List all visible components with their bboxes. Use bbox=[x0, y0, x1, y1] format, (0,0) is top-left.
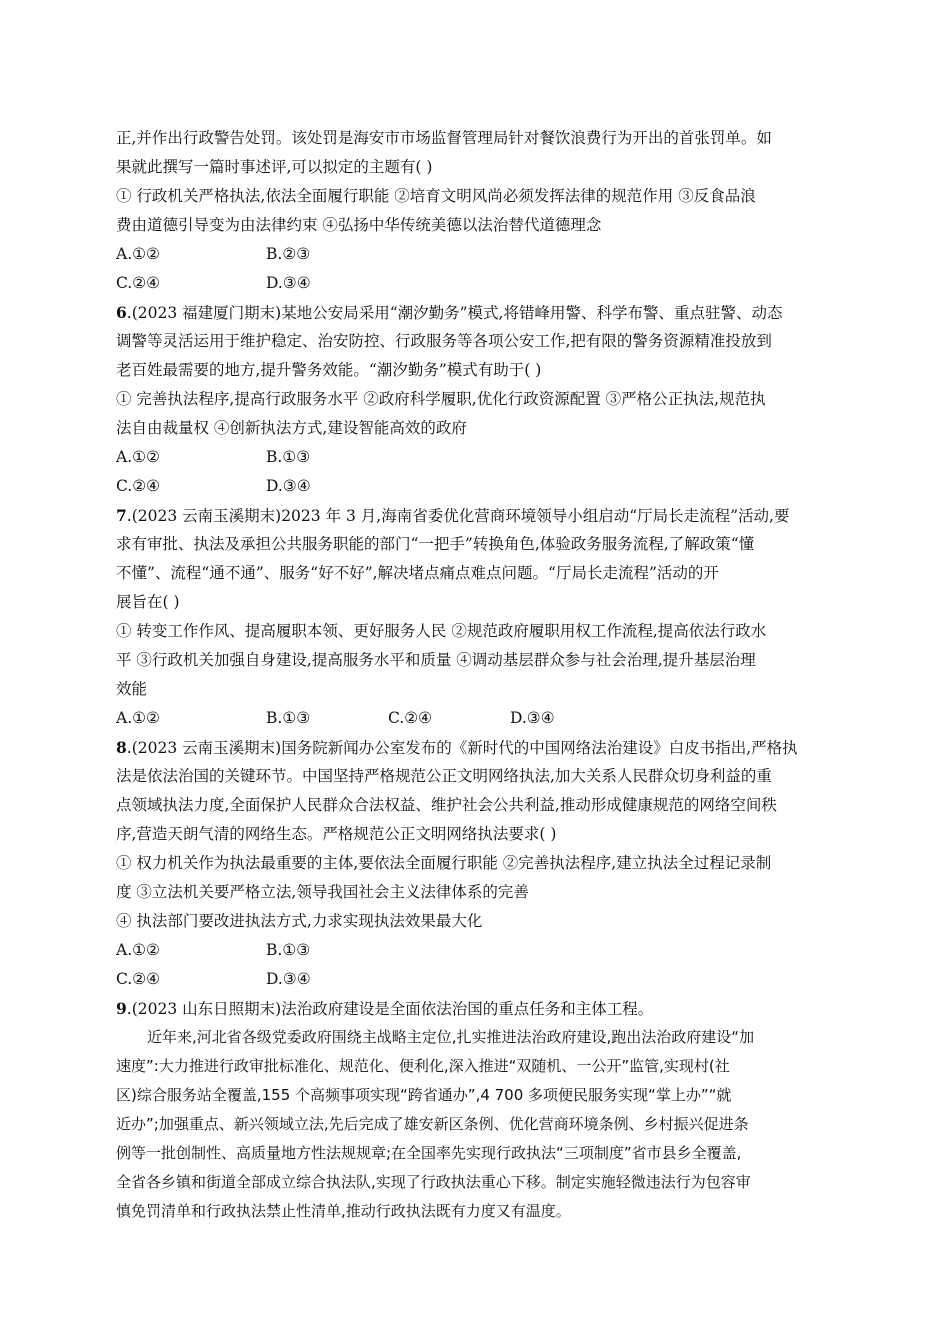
option-c: C.②④ bbox=[116, 970, 161, 988]
question-stem-line: 老百姓最需要的地方,提升警务效能。“潮汐勤务”模式有助于( ) bbox=[116, 361, 542, 379]
question-stem-line: 调警等灵活运用于维护稳定、治安防控、行政服务等各项公安工作,把有限的警务资源精准投放到 bbox=[116, 332, 772, 350]
question-number: 6 bbox=[116, 303, 127, 322]
option-d: D.③④ bbox=[266, 970, 311, 988]
question-stem-line: 正,并作出行政警告处罚。该处罚是海安市市场监督管理局针对餐饮浪费行为开出的首张罚单。如 bbox=[116, 129, 772, 147]
question-stem-line: 不懂”、流程“通不通”、服务“好不好”,解决堵点痛点难点问题。“厅局长走流程”活动的开 bbox=[116, 564, 719, 582]
statement-line: 效能 bbox=[116, 680, 148, 698]
option-b: B.②③ bbox=[266, 245, 311, 263]
statement-line: ④ 执法部门要改进执法方式,力求实现执法效果最大化 bbox=[116, 912, 483, 930]
question-7 bbox=[116, 501, 836, 733]
question-stem-text: .(2023 山东日照期末)法治政府建设是全面依法治国的重点任务和主体工程。 bbox=[126, 1000, 654, 1018]
statement-line: 度 ③立法机关要严格立法,领导我国社会主义法律体系的完善 bbox=[116, 883, 529, 901]
question-number: 8 bbox=[116, 738, 127, 757]
answer-options bbox=[116, 936, 836, 965]
statement-line: ① 完善执法程序,提高行政服务水平 ②政府科学履职,优化行政资源配置 ③严格公正执法,规范执 bbox=[116, 390, 766, 408]
passage-line: 全省各乡镇和街道全部成立综合执法队,实现了行政执法重心下移。制定实施轻微违法行为包容审 bbox=[116, 1173, 751, 1191]
answer-options bbox=[116, 240, 836, 269]
exam-page bbox=[116, 124, 836, 1226]
passage-line: 速度”:大力推进行政审批标准化、规范化、便利化,深入推进“双随机、一公开”监管,实现村(社 bbox=[116, 1057, 730, 1075]
question-number: 7 bbox=[116, 506, 127, 525]
option-c: C.②④ bbox=[116, 477, 161, 495]
option-b: B.①③ bbox=[266, 709, 311, 727]
question-stem-line: 序,营造天朗气清的网络生态。严格规范公正文明网络执法要求( ) bbox=[116, 825, 557, 843]
statement-line: 平 ③行政机关加强自身建设,提高服务水平和质量 ④调动基层群众参与社会治理,提升基层治理 bbox=[116, 651, 756, 669]
passage-line: 近年来,河北省各级党委政府围绕主战略主定位,扎实推进法治政府建设,跑出法治政府建设“加 bbox=[147, 1028, 755, 1046]
question-stem-text: .(2023 福建厦门期末)某地公安局采用“潮汐勤务”模式,将错峰用警、科学布警、重点驻警、动态 bbox=[126, 304, 783, 322]
question-5 bbox=[116, 124, 836, 298]
option-a: A.①② bbox=[116, 448, 160, 466]
question-6 bbox=[116, 298, 836, 501]
answer-options bbox=[116, 269, 836, 298]
passage-line: 近办”;加强重点、新兴领域立法,先后完成了雄安新区条例、优化营商环境条例、乡村振兴促进条 bbox=[116, 1115, 749, 1133]
passage-line: 慎免罚清单和行政执法禁止性清单,推动行政执法既有力度又有温度。 bbox=[116, 1202, 571, 1220]
question-stem-line: 点领域执法力度,全面保护人民群众合法权益、维护社会公共利益,推动形成健康规范的网络空间秩 bbox=[116, 796, 777, 814]
reading-passage bbox=[116, 1023, 836, 1226]
option-c: C.②④ bbox=[388, 709, 433, 727]
question-stem-line: 求有审批、执法及承担公共服务职能的部门“一把手”转换角色,体验政务服务流程,了解政策“懂 bbox=[116, 535, 755, 553]
statement-line: ① 行政机关严格执法,依法全面履行职能 ②培育文明风尚必须发挥法律的规范作用 ③反食品浪 bbox=[116, 187, 756, 205]
answer-options bbox=[116, 443, 836, 472]
question-stem-line bbox=[116, 298, 836, 327]
question-stem-line: 果就此撰写一篇时事述评,可以拟定的主题有( ) bbox=[116, 158, 433, 176]
statement-line: 费由道德引导变为由法律约束 ④弘扬中华传统美德以法治替代道德理念 bbox=[116, 216, 602, 234]
question-stem-text: .(2023 云南玉溪期末)2023 年 3 月,海南省委优化营商环境领导小组启动“厅局长走流程”活动,要 bbox=[126, 507, 790, 525]
question-8 bbox=[116, 733, 836, 994]
option-b: B.①③ bbox=[266, 941, 311, 959]
statement-line: 法自由裁量权 ④创新执法方式,建设智能高效的政府 bbox=[116, 419, 467, 437]
question-stem-line bbox=[116, 994, 836, 1023]
option-a: A.①② bbox=[116, 941, 160, 959]
option-a: A.①② bbox=[116, 245, 160, 263]
passage-line: 例等一批创制性、高质量地方性法规规章;在全国率先实现行政执法“三项制度”省市县乡全覆盖, bbox=[116, 1144, 742, 1162]
question-stem-line: 法是依法治国的关键环节。中国坚持严格规范公正文明网络执法,加大关系人民群众切身利益的重 bbox=[116, 767, 772, 785]
question-9 bbox=[116, 994, 836, 1226]
option-c: C.②④ bbox=[116, 274, 161, 292]
option-b: B.①③ bbox=[266, 448, 311, 466]
question-stem-line: 展旨在( ) bbox=[116, 593, 180, 611]
question-stem-line bbox=[116, 501, 836, 530]
answer-options bbox=[116, 965, 836, 994]
passage-line: 区)综合服务站全覆盖,155 个高频事项实现“跨省通办”,4 700 多项便民服务实现“掌上办”“就 bbox=[116, 1086, 732, 1104]
option-d: D.③④ bbox=[510, 709, 555, 727]
statement-line: ① 权力机关作为执法最重要的主体,要依法全面履行职能 ②完善执法程序,建立执法全过程记录制 bbox=[116, 854, 772, 872]
answer-options bbox=[116, 704, 836, 733]
question-stem-text: .(2023 云南玉溪期末)国务院新闻办公室发布的《新时代的中国网络法治建设》白皮书指出,严格执 bbox=[126, 739, 798, 757]
statement-line: ① 转变工作作风、提高履职本领、更好服务人民 ②规范政府履职用权工作流程,提高依法行政水 bbox=[116, 622, 767, 640]
option-a: A.①② bbox=[116, 709, 160, 727]
question-number: 9 bbox=[116, 999, 127, 1018]
question-stem-line bbox=[116, 733, 836, 762]
answer-options bbox=[116, 472, 836, 501]
option-d: D.③④ bbox=[266, 274, 311, 292]
option-d: D.③④ bbox=[266, 477, 311, 495]
